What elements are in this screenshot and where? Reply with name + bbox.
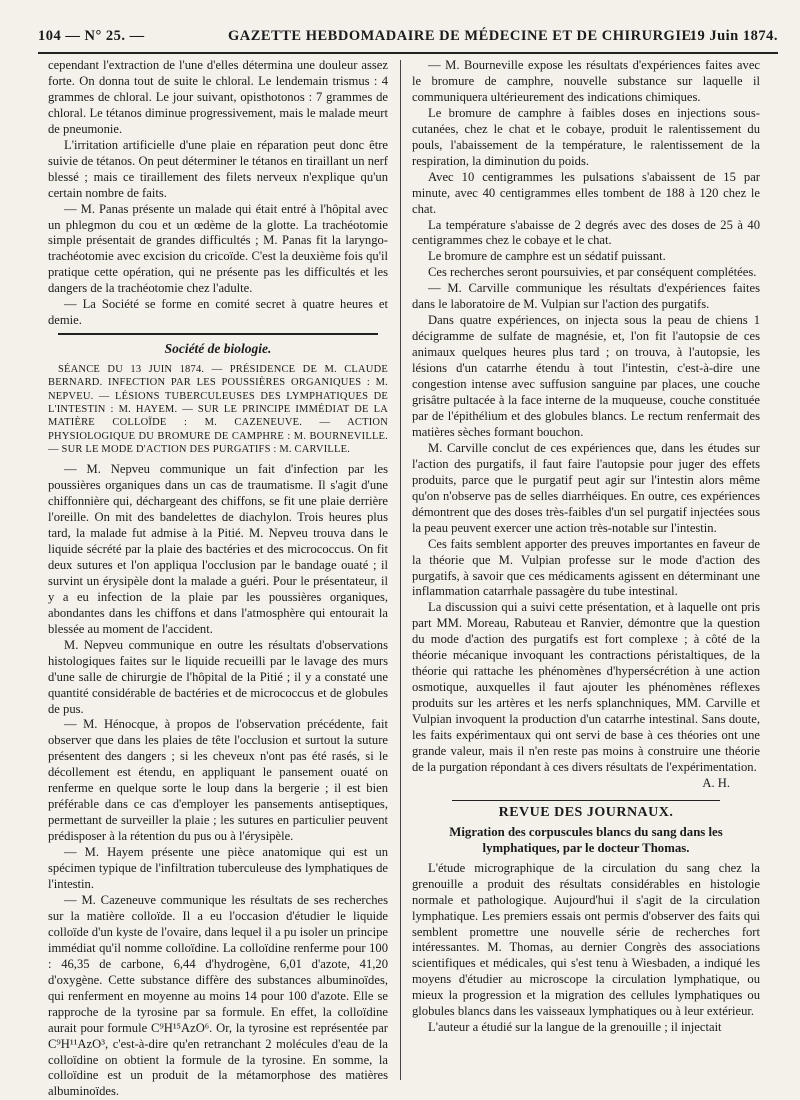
- header-rule: [38, 52, 778, 54]
- paragraph: cependant l'extraction de l'une d'elles détermina une douleur assez forte. On donna tout de suite le chloral. Le lendemain trismus : 4 grammes de chloral. Le jour suivant, opisthotonos : 7 grammes de chloral. Le tétanos diminue progressivement, mais le malade meurt de pneumonie.: [48, 58, 388, 136]
- paragraph: — M. Bourneville expose les résultats d'expériences faites avec le bromure de camphre, nouvelle substance sur laquelle il communiquera ultérieurement des indications chimiques.: [412, 58, 760, 104]
- paragraph: Dans quatre expériences, on injecta sous la peau de chiens 1 décigramme de sulfate de magnésie, et, l'on fit l'autopsie de ces animaux quelques heures plus tard ; on trouva, à l'autopsie, les lésions d'un catarrhe étendu à tout l'intestin, c'est-à-dire une congestion intense avec suffusion sanguine par places, une couche grisâtre pultacée à la face interne de la muqueuse, couche constituée par de l'épithélium et des globules blancs. Le rectum renfermait des matières sèches formant bouchon.: [412, 313, 760, 439]
- section-title: REVUE DES JOURNAUX.: [498, 804, 674, 820]
- author-signature: A. H.: [702, 775, 730, 790]
- issue-date: 19 Juin 1874.: [689, 28, 778, 44]
- section-rule: [58, 333, 378, 335]
- journal-title: GAZETTE HEBDOMADAIRE DE MÉDECINE ET DE CHIRURGIE.: [228, 28, 696, 44]
- right-column: [412, 58, 760, 1036]
- paragraph: Ces recherches seront poursuivies, et par conséquent complétées.: [428, 265, 757, 280]
- session-summary: SÉANCE DU 13 JUIN 1874. — PRÉSIDENCE DE M. CLAUDE BERNARD. INFECTION PAR LES POUSSIÈRES ORGANIQUES : M. NEPVEU. — LÉSIONS TUBERCULEUSES DES LYMPHATIQUES DE L'INTESTIN : M. HAYEM. — SUR LE PRINCIPE IMMÉDIAT DE LA MATIÈRE COLLOÏDE : M. CAZENEUVE. — ACTION PHYSIOLOGIQUE DU BROMURE DE CAMPHRE : M. BOURNEVILLE. — SUR LE MODE D'ACTION DES PURGATIFS : M. CARVILLE.: [48, 364, 388, 455]
- paragraph: La discussion qui a suivi cette présentation, et à laquelle ont pris part MM. Moreau, Rabuteau et Ranvier, démontre que la question du mode d'action des purgatifs est fort complexe ; à côté de la théorie mécanique invoquant les contractions péristaltiques, de la théorie qui rattache les phénomènes d'hypersécrétion à une action osmotique, auxquelles il faut ajouter les phénomènes réflexes produits sur les artères et les nerfs splanchniques, MM. Carville et Vulpian invoquent la production d'un catarrhe intestinal. Sans doute, les faits expérimentaux qui ont servi de base à ces théories ont une grande valeur, mais il n'en reste pas moins à construire une théorie de la purgation répondant à ces divers résultats de l'expérimentation.: [412, 600, 760, 774]
- section-title: Société de biologie.: [164, 341, 272, 357]
- left-column: [48, 58, 388, 1100]
- paragraph: M. Nepveu communique en outre les résultats d'observations histologiques faites sur le liquide recueilli par le lavage des murs d'une salle de chirurgie de l'hôpital de la Pitié ; il y a constaté une quantité considérable de bactéries et de micrococcus et de globules de pus.: [48, 637, 388, 716]
- paragraph: — M. Nepveu communique un fait d'infection par les poussières organiques dans un cas de traumatisme. Il s'agit d'une chiffonnière qui, déchargeant des chiffons, se fit une plaie derrière l'oreille. On mit des bandelettes de diachylon. Trois heures plus tard, la malade fut admise à la Pitié. M. Nepveu trouva dans le liquide sécrété par la plaie des bactéries et des micrococcus. On fit deux sutures et l'on appliqua l'occlusion par le bandage ouaté ; il survint un érysipèle dont la malade a guéri. Pour le présentateur, il y a eu infection de la plaie par les poussières organiques, abondantes dans les chiffons et dans l'atmosphère qui entourait la blessée au moment de l'accident.: [48, 462, 388, 636]
- paragraph: Le bromure de camphre est un sédatif puissant.: [428, 249, 666, 264]
- page-header: [38, 28, 778, 50]
- paragraph: L'irritation artificielle d'une plaie en réparation peut donc être suivie de tétanos. On peut déterminer le tétanos en tiraillant un nerf blessé ; mais ce tiraillement des filets nerveux n'explique qu'un certain nombre de faits.: [48, 137, 388, 200]
- paragraph: L'auteur a étudié sur la langue de la grenouille ; il injectait: [428, 1020, 722, 1035]
- paragraph: L'étude micrographique de la circulation du sang chez la grenouille a produit des résultats considérables en histologie normale et pathologique. Aujourd'hui il s'agit de la circulation lymphatique. Les premiers essais ont permis d'observer des faits qui semblent promettre une nouvelle série de recherches fort intéressantes. M. Thomas, au dernier Congrès des associations scientifiques et médicales, qui s'est tenu à Wiesbaden, a indiqué les moyens d'étudier au microscope la circulation lymphatique, ou mieux la progression et la migration des cellules lymphatiques ou globules blancs dans les vaisseaux lymphatiques ou à leur extérieur.: [412, 860, 760, 1019]
- page-number: 104 — N° 25. —: [38, 28, 145, 44]
- paragraph: — M. Panas présente un malade qui était entré à l'hôpital avec un phlegmon du cou et un œdème de la glotte. La trachéotomie simple présentait de grandes difficultés ; M. Panas fit la laryngo-trachéotomie avec excision du cricoïde. C'est la deuxième fois qu'il pratique cette opération, qui ne présente pas les difficultés et les dangers de la trachéotomie chez l'adulte.: [48, 201, 388, 296]
- paragraph: — M. Cazeneuve communique les résultats de ses recherches sur la matière colloïde. Il a eu l'occasion d'étudier le liquide colloïde d'un kyste de l'ovaire, dans lequel il a pu isoler un principe immédiat qu'il nomme colloïdine. La colloïdine renferme pour 100 : 46,35 de carbone, 6,44 d'hydrogène, 6,01 d'azote, 41,20 d'oxygène. Cette substance diffère des substances albuminoïdes, qui renferment en moyenne au moins 14 pour 100 d'azote. Elle se rapproche de la tyrosine par sa formule. En effet, la colloïdine aurait pour formule C⁹H¹⁵AzO⁶. Or, la tyrosine est représentée par C⁹H¹¹AzO³, c'est-à-dire qu'en retranchant 2 molécules d'eau de la colloïdine on obtient la formule de la tyrosine. En somme, la colloïdine est un produit de la métamorphose des matières albuminoïdes.: [48, 892, 388, 1099]
- paragraph: Avec 10 centigrammes les pulsations s'abaissent de 15 par minute, avec 40 centigrammes elles tombent de 188 à 120 chez le chat.: [412, 169, 760, 216]
- paragraph: M. Carville conclut de ces expériences que, dans les études sur l'action des purgatifs, il faut faire l'autopsie pour juger des effets produits, parce que le purgatif peut agir sur l'intestin alors même qu'on n'observe pas de selles diarrhéiques. En outre, ces expériences démontrent que des doses très-faibles d'un sel purgatif injectées sous la peau peuvent exercer une action très-notable sur l'intestin.: [412, 440, 760, 535]
- column-divider: [400, 60, 401, 1080]
- paragraph: Ces faits semblent apporter des preuves importantes en faveur de la théorie que M. Vulpian professe sur le mode d'action des purgatifs, à savoir que ces médicaments agissent en déterminant une inflammation catarrhale passagère du tube intestinal.: [412, 536, 760, 599]
- paragraph: — La Société se forme en comité secret à quatre heures et demie.: [48, 297, 388, 328]
- paragraph: Le bromure de camphre à faibles doses en injections sous-cutanées, chez le chat et le cobaye, produit le ralentissement du pouls, l'abaissement de la température, le ralentissement de la respiration, la diminution du poids.: [412, 105, 760, 168]
- paragraph: — M. Hénocque, à propos de l'observation précédente, fait observer que dans les plaies de tête l'occlusion et surtout la suture présentent des dangers ; si les cheveux n'ont pas été rasés, si le décollement est étendu, en appliquant le pansement ouaté on renferme en quelque sorte le loup dans la bergerie ; il est bien préférable dans ce cas d'employer les pansements antiseptiques, permettant de surveiller la plaie ; les sutures en particulier peuvent prédisposer à la rétention du pus ou à l'érysipèle.: [48, 717, 388, 844]
- paragraph: La température s'abaisse de 2 degrés avec des doses de 25 à 40 centigrammes chez le cobaye et le chat.: [412, 217, 760, 248]
- article-title: Migration des corpuscules blancs du sang dans les lymphatiques, par le docteur Thomas.: [449, 824, 723, 855]
- paragraph: — M. Carville communique les résultats d'expériences faites dans le laboratoire de M. Vulpian sur l'action des purgatifs.: [412, 281, 760, 312]
- paragraph: — M. Hayem présente une pièce anatomique qui est un spécimen typique de l'infiltration tuberculeuse des lymphatiques de l'intestin.: [48, 845, 388, 892]
- section-rule: [452, 800, 720, 801]
